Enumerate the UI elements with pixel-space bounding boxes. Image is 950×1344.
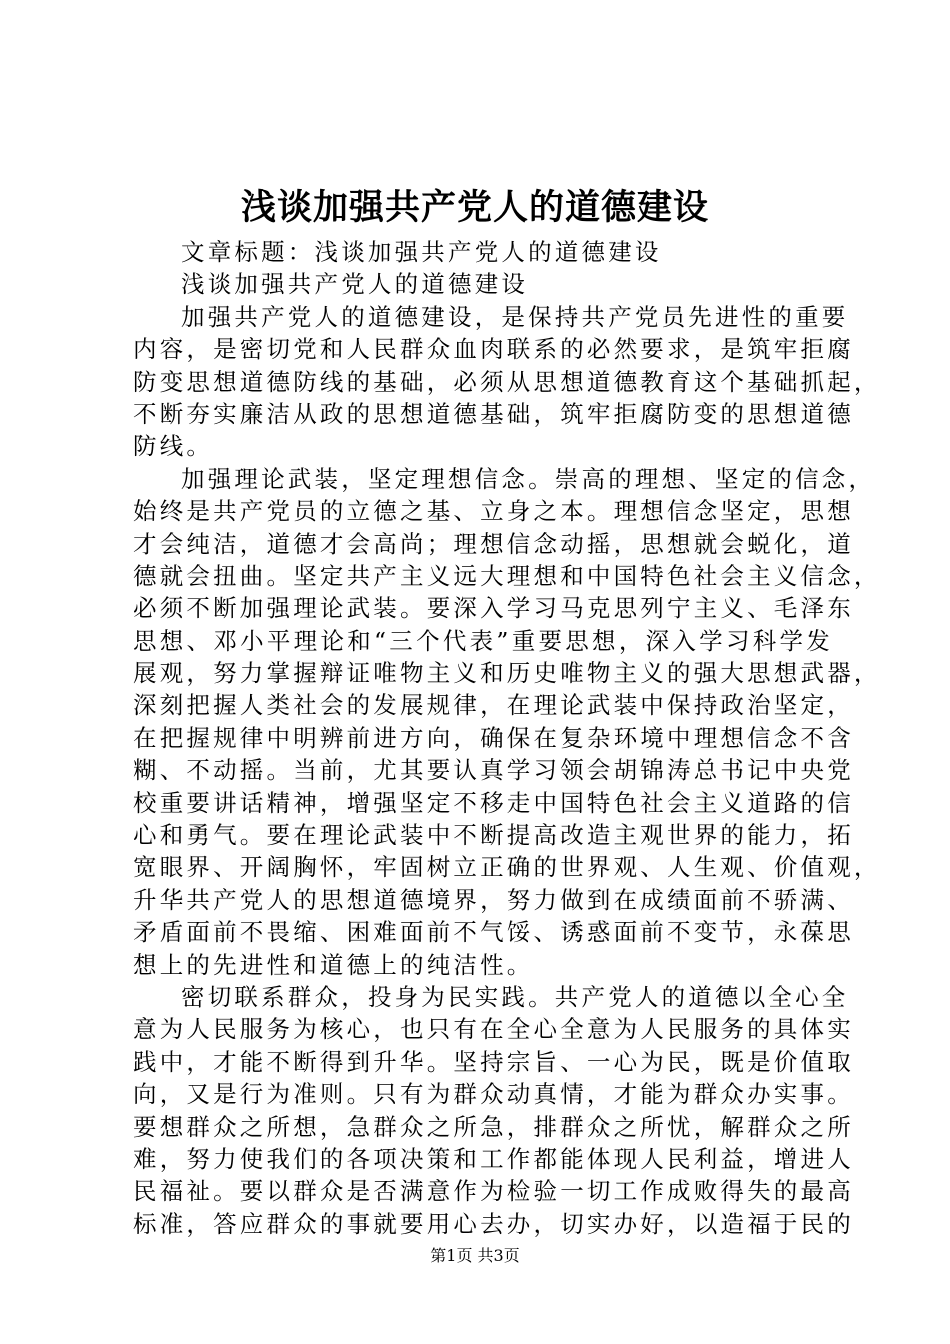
- document-body: [133, 236, 881, 1240]
- document-title: 浅谈加强共产党人的道德建设: [240, 187, 709, 228]
- text-line: 意为人民服务为核心，也只有在全心全意为人民服务的具体实: [133, 1015, 854, 1044]
- text-line: 升华共产党人的思想道德境界，努力做到在成绩面前不骄满、: [133, 885, 854, 914]
- text-line: 校重要讲话精神，增强坚定不移走中国特色社会主义道路的信: [133, 788, 854, 817]
- text-line: 糊、不动摇。当前，尤其要认真学习领会胡锦涛总书记中央党: [133, 756, 854, 785]
- text-line: 加强理论武装，坚定理想信念。崇高的理想、坚定的信念，: [181, 464, 876, 493]
- text-line: 才会纯洁，道德才会高尚；理想信念动摇，思想就会蜕化，道: [133, 529, 854, 558]
- text-line: 德就会扭曲。坚定共产主义远大理想和中国特色社会主义信念，: [133, 561, 881, 590]
- text-line: 宽眼界、开阔胸怀，牢固树立正确的世界观、人生观、价值观，: [133, 853, 881, 882]
- text-line: 难，努力使我们的各项决策和工作都能体现人民利益，增进人: [133, 1144, 854, 1173]
- text-line: 标准，答应群众的事就要用心去办，切实办好，以造福于民的: [133, 1209, 854, 1238]
- text-line: 必须不断加强理论武装。要深入学习马克思列宁主义、毛泽东: [133, 594, 854, 623]
- text-line: 深刻把握人类社会的发展规律，在理论武装中保持政治坚定，: [133, 691, 854, 720]
- text-line: 不断夯实廉洁从政的思想道德基础，筑牢拒腐防变的思想道德: [133, 399, 854, 428]
- text-line: 文章标题：浅谈加强共产党人的道德建设: [181, 238, 662, 266]
- text-line: 向，又是行为准则。只有为群众动真情，才能为群众办实事。: [133, 1080, 854, 1109]
- text-line: 密切联系群众，投身为民实践。共产党人的道德以全心全: [181, 982, 849, 1011]
- text-line: 内容，是密切党和人民群众血肉联系的必然要求，是筑牢拒腐: [133, 335, 854, 364]
- text-line: 浅谈加强共产党人的道德建设: [181, 270, 529, 299]
- text-line: 加强共产党人的道德建设，是保持共产党员先进性的重要: [181, 302, 849, 331]
- text-line: 民福祉。要以群众是否满意作为检验一切工作成败得失的最高: [133, 1177, 854, 1206]
- page-footer: 第1页 共3页: [430, 1246, 520, 1265]
- text-line: 想上的先进性和道德上的纯洁性。: [133, 950, 534, 979]
- text-line: 防线。: [133, 432, 214, 461]
- text-line: 防变思想道德防线的基础，必须从思想道德教育这个基础抓起，: [133, 367, 881, 396]
- text-line: 心和勇气。要在理论武装中不断提高改造主观世界的能力，拓: [133, 821, 854, 850]
- text-line: 在把握规律中明辨前进方向，确保在复杂环境中理想信念不含: [133, 723, 854, 752]
- text-line: 思想、邓小平理论和“三个代表”重要思想，深入学习科学发: [133, 626, 833, 655]
- text-line: 展观，努力掌握辩证唯物主义和历史唯物主义的强大思想武器，: [133, 659, 881, 688]
- text-line: 矛盾面前不畏缩、困难面前不气馁、诱惑面前不变节，永葆思: [133, 918, 854, 947]
- text-line: 要想群众之所想，急群众之所急，排群众之所忧，解群众之所: [133, 1112, 854, 1141]
- text-line: 始终是共产党员的立德之基、立身之本。理想信念坚定，思想: [133, 497, 854, 526]
- text-line: 践中，才能不断得到升华。坚持宗旨、一心为民，既是价值取: [133, 1047, 854, 1076]
